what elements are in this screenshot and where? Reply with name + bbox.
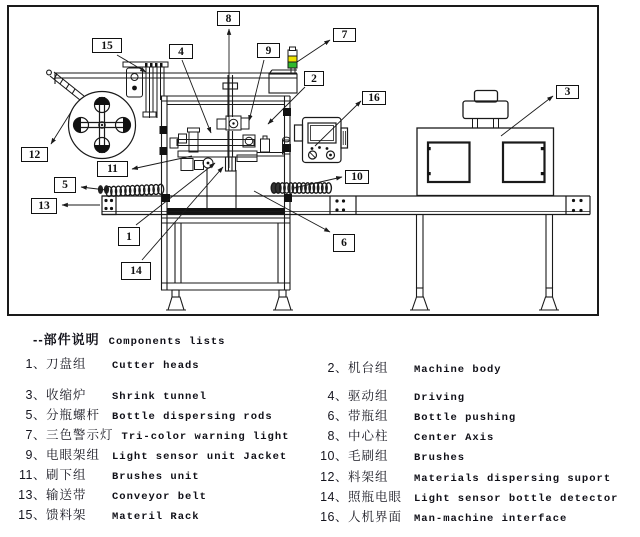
- list-item: 11、刷下组 Brushes unit: [19, 468, 200, 483]
- list-item: 7、三色警示灯 Tri-color warning light: [25, 428, 290, 443]
- feed-arm: [47, 70, 84, 100]
- list-item: 12、料架组 Materials dispersing suport: [320, 470, 612, 485]
- callout-7: 7: [333, 28, 356, 42]
- callout-12: 12: [21, 147, 48, 162]
- list-item: 3、收缩炉 Shrink tunnel: [25, 388, 207, 403]
- list-item: 9、电眼架组 Light sensor unit Jacket: [25, 448, 288, 463]
- list-item: 10、毛刷组 Brushes: [320, 449, 466, 464]
- callout-5: 5: [54, 177, 76, 193]
- callout-8: 8: [217, 11, 240, 26]
- header-english: Components lists: [108, 336, 226, 348]
- callout-1: 1: [118, 227, 140, 246]
- callout-14: 14: [121, 262, 151, 280]
- callout-13: 13: [31, 198, 57, 214]
- list-item: 15、馈料架 Materil Rack: [18, 508, 200, 523]
- labeling-mechanism: [170, 116, 290, 171]
- list-item: 4、驱动组 Driving: [327, 389, 466, 404]
- callout-16: 16: [362, 91, 386, 105]
- callout-10: 10: [345, 170, 369, 184]
- dispersing-screw: [106, 184, 164, 196]
- list-item: 16、人机界面 Man-machine interface: [320, 510, 568, 525]
- header-chinese: --部件说明: [33, 332, 100, 347]
- list-item: 1、刀盘组 Cutter heads: [25, 357, 200, 372]
- list-item: 14、照瓶电眼 Light sensor bottle detector: [320, 490, 619, 505]
- list-item: 2、机台组 Machine body: [327, 361, 502, 376]
- brush-coil: [271, 183, 331, 193]
- callout-6: 6: [333, 234, 355, 252]
- list-item: 6、带瓶组 Bottle pushing: [327, 409, 517, 424]
- shrink-tunnel: [410, 91, 559, 311]
- list-item: 13、输送带 Conveyor belt: [18, 488, 207, 503]
- callout-4: 4: [169, 44, 193, 59]
- callout-3: 3: [556, 85, 579, 99]
- callout-2: 2: [304, 71, 324, 86]
- callout-15: 15: [92, 38, 122, 53]
- material-reel: [69, 92, 136, 159]
- callout-11: 11: [97, 161, 128, 177]
- callout-9: 9: [257, 43, 280, 58]
- list-item: 5、分瓶螺杆 Bottle dispersing rods: [25, 408, 273, 423]
- tower-light: [288, 47, 297, 73]
- list-item: 8、中心柱 Center Axis: [327, 429, 495, 444]
- components-list-header: [33, 329, 226, 349]
